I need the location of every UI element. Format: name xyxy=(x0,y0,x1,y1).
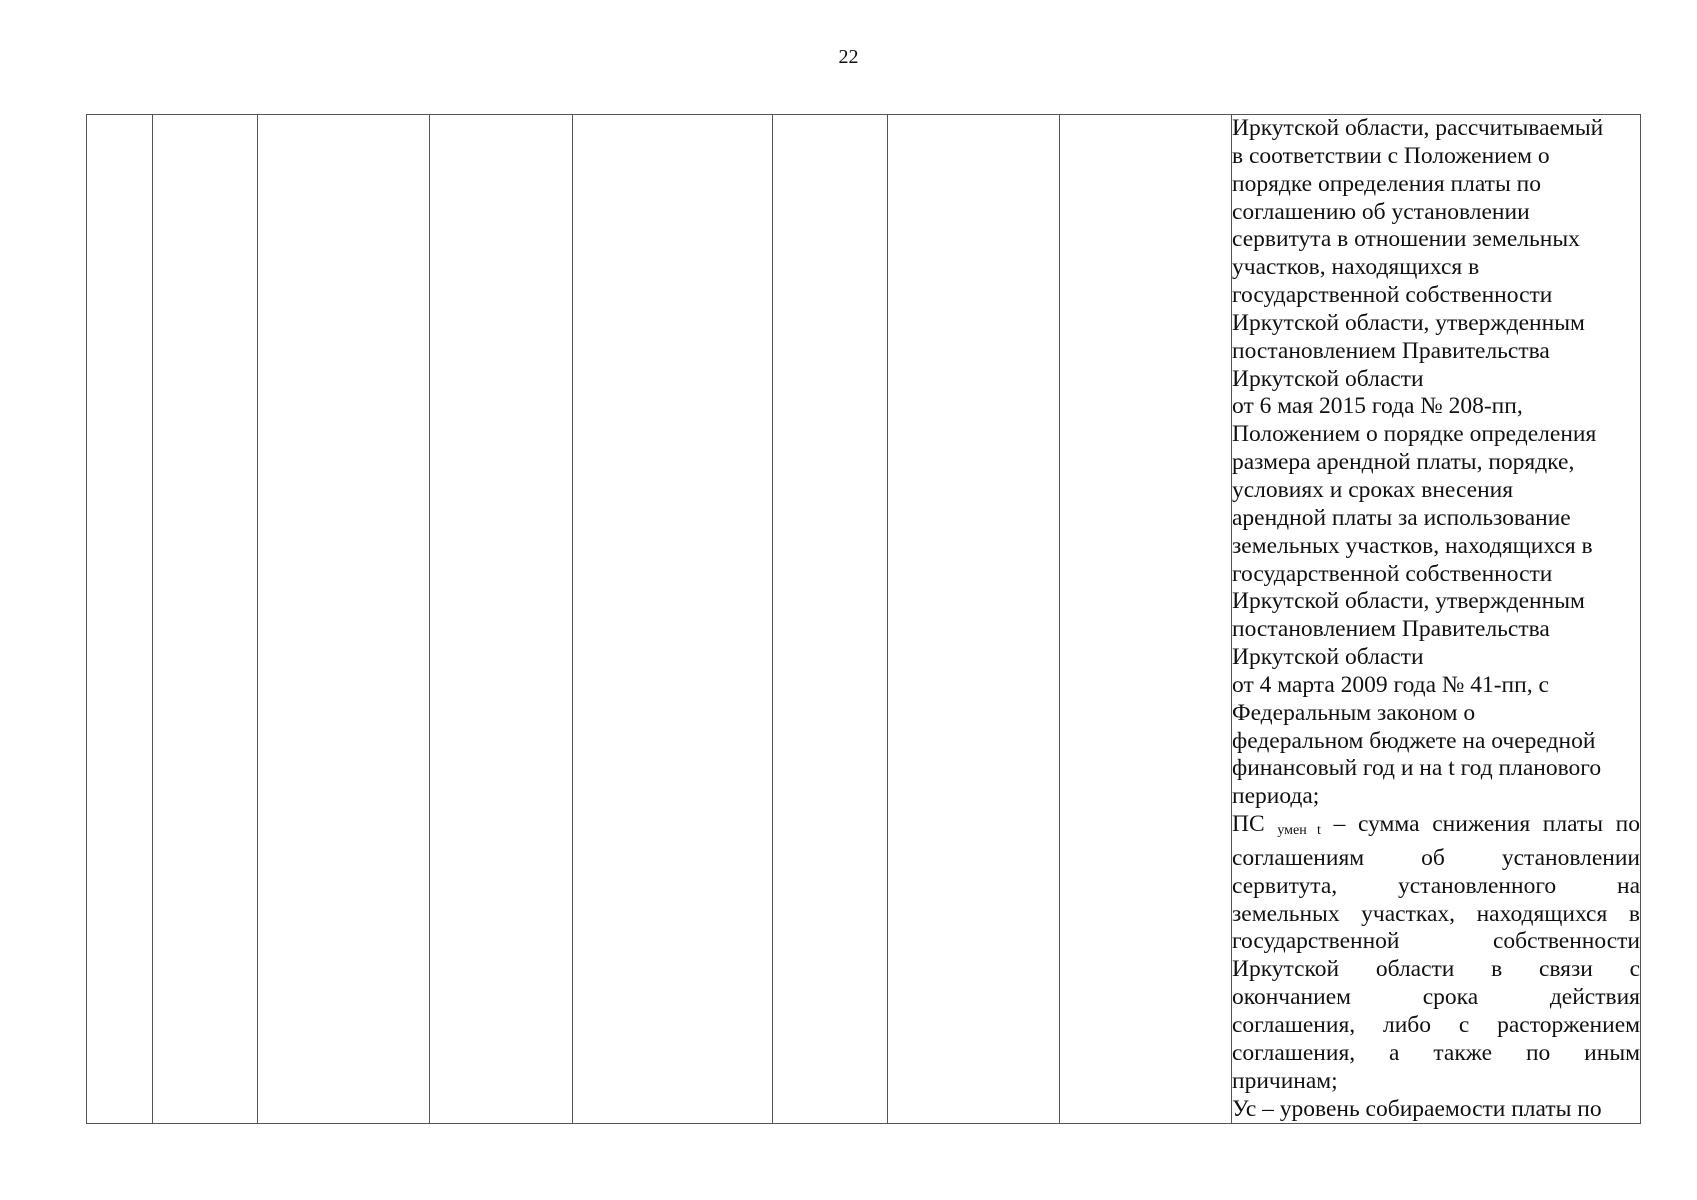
ps-definition-continuation xyxy=(1232,845,1640,1096)
ps-definition-text: – сумма снижения платы по xyxy=(1320,811,1640,838)
table-row xyxy=(87,115,1641,1124)
description-line: Иркутской области, утвержденным xyxy=(1232,309,1585,336)
table-cell-col-5 xyxy=(573,115,773,1124)
description-line: государственной собственности xyxy=(1232,560,1553,587)
description-line: условиях и сроках внесения xyxy=(1232,476,1514,503)
ps-subscript: умен t xyxy=(1277,823,1321,839)
description-line: государственной собственности xyxy=(1232,282,1553,309)
ps-definition-line: причинам; xyxy=(1232,1067,1338,1094)
description-line: постановлением Правительства xyxy=(1232,616,1550,643)
description-line: Иркутской области xyxy=(1232,365,1424,392)
description-line: Положением о порядке определения xyxy=(1232,421,1597,448)
table-cell-col-2 xyxy=(153,115,258,1124)
ps-definition-line: окончанием срока действия xyxy=(1232,984,1640,1011)
ps-definition-line: соглашения, а также по иным xyxy=(1232,1039,1640,1066)
description-line: периода; xyxy=(1232,783,1320,810)
description-line: Федеральным законом о xyxy=(1232,699,1476,726)
table-cell-col-1 xyxy=(87,115,153,1124)
ps-symbol: ПС xyxy=(1232,811,1265,838)
ps-definition-line: сервитута, установленного на xyxy=(1232,872,1640,899)
document-table xyxy=(86,114,1641,1124)
description-line: от 6 мая 2015 года № 208-пп, xyxy=(1232,393,1523,420)
table-cell-col-7 xyxy=(888,115,1060,1124)
description-line: арендной платы за использование xyxy=(1232,504,1571,531)
description-line: порядке определения платы по xyxy=(1232,170,1541,197)
description-line: сервитута в отношении земельных xyxy=(1232,226,1580,253)
description-line: федеральном бюджете на очередной xyxy=(1232,727,1596,754)
ps-definition-line: земельных участках, находящихся в xyxy=(1232,900,1640,927)
description-paragraph-3 xyxy=(1232,1096,1640,1124)
page-number: 22 xyxy=(838,46,859,68)
description-line: Иркутской области, утвержденным xyxy=(1232,588,1585,615)
table-cell-col-4 xyxy=(430,115,573,1124)
description-line: участков, находящихся в xyxy=(1232,254,1480,281)
ps-definition-line: соглашениям об установлении xyxy=(1232,844,1640,871)
table-cell-col-6 xyxy=(773,115,888,1124)
ps-definition-first-line xyxy=(1232,811,1640,845)
description-line: соглашению об установлении xyxy=(1232,198,1530,225)
description-line: финансовый год и на t год планового xyxy=(1232,755,1602,782)
ps-definition-line: государственной собственности xyxy=(1232,928,1640,955)
description-line: от 4 марта 2009 года № 41-пп, с xyxy=(1232,671,1549,698)
description-line: в соответствии с Положением о xyxy=(1232,142,1550,169)
table-cell-description xyxy=(1232,115,1641,1124)
description-line: размера арендной платы, порядке, xyxy=(1232,449,1575,476)
description-line: Иркутской области, рассчитываемый xyxy=(1232,115,1604,141)
description-line: земельных участков, находящихся в xyxy=(1232,532,1593,559)
ps-definition-line: Иркутской области в связи с xyxy=(1232,956,1640,983)
description-paragraph-1 xyxy=(1232,115,1640,811)
description-line: Иркутской области xyxy=(1232,644,1424,671)
us-definition-line: Ус – уровень собираемости платы по xyxy=(1232,1095,1602,1122)
description-paragraph-2 xyxy=(1232,811,1640,1095)
description-line: постановлением Правительства xyxy=(1232,337,1550,364)
ps-definition-line: соглашения, либо с расторжением xyxy=(1232,1012,1640,1038)
table-cell-col-3 xyxy=(258,115,430,1124)
table-cell-col-8 xyxy=(1060,115,1232,1124)
